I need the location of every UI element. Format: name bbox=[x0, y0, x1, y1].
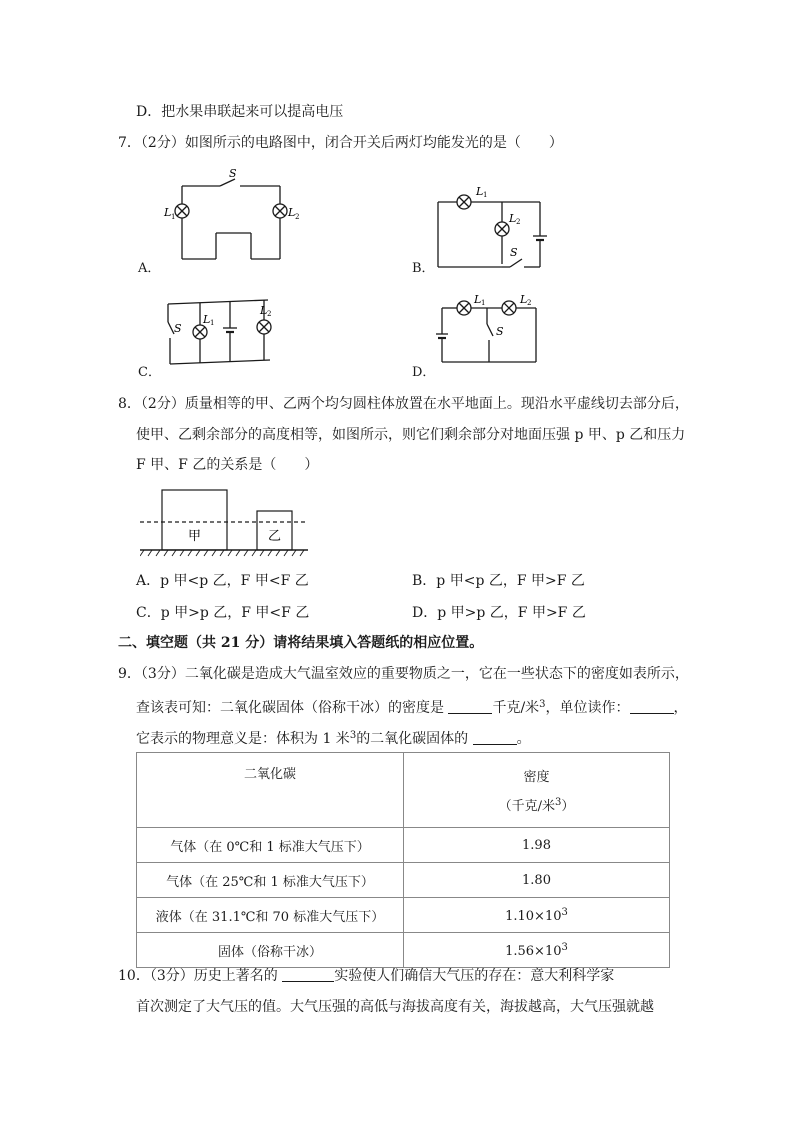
row-density bbox=[404, 898, 670, 933]
q6-option-d: D．把水果串联起来可以提高电压 bbox=[136, 104, 344, 120]
circuit-b bbox=[432, 182, 552, 274]
b-l2-sub: 2 bbox=[516, 218, 521, 226]
row-state: 固体（俗称干冰） bbox=[137, 933, 404, 968]
q7-option-d-label: D． bbox=[412, 365, 436, 380]
table-header-row bbox=[137, 753, 670, 828]
q8-stem-tail2: 和压力 bbox=[643, 427, 686, 443]
q9-line3-c: 。 bbox=[516, 731, 531, 747]
q9-line2-c: ，单位读作： bbox=[545, 700, 630, 716]
d-l2-sub: 2 bbox=[527, 299, 532, 307]
q8-cylinders-figure bbox=[140, 486, 310, 558]
b-l2-label: L bbox=[509, 212, 517, 225]
q9-sup3-b: 3 bbox=[349, 730, 357, 741]
q9-line2-a: 查该表可知：二氧化碳固体（俗称干冰）的密度是 bbox=[136, 700, 444, 716]
q8-option-c bbox=[136, 603, 309, 623]
l1-sub: 1 bbox=[171, 213, 176, 221]
q9-line2 bbox=[136, 695, 688, 718]
q10-number: 10． bbox=[118, 968, 150, 984]
q9-blank-density[interactable] bbox=[448, 699, 492, 714]
q8-stem-text2: 使甲、乙剩余部分的高度相等，如图所示，则它们剩余部分对地面压强 bbox=[136, 427, 570, 443]
section-2-heading: 二、填空题（共 21 分）请将结果填入答题纸的相应位置。 bbox=[118, 635, 484, 651]
c-l1-label: L bbox=[203, 313, 211, 326]
q9-line1-text: （3分）二氧化碳是造成大气温室效应的重要物质之一，它在一些状态下的密度如表所示， bbox=[140, 666, 689, 682]
q9-number: 9． bbox=[118, 666, 141, 682]
header-density bbox=[404, 753, 670, 828]
q8-option-d-text: p 甲>p 乙，F 甲>F 乙 bbox=[437, 605, 586, 621]
q8-stem-line3: F 甲、F 乙的关系是（ ） bbox=[136, 457, 319, 473]
switch-label: S bbox=[229, 167, 237, 180]
q10-line1 bbox=[118, 966, 614, 986]
row-density bbox=[404, 933, 670, 968]
l2-label: L bbox=[288, 206, 296, 219]
c-switch-label: S bbox=[174, 322, 182, 335]
q8-stem-tail3: 的关系是（ ） bbox=[206, 457, 319, 473]
q8-option-d-label: D． bbox=[412, 605, 438, 621]
q9-sup3-a: 3 bbox=[539, 699, 546, 710]
q10-line2: 首次测定了大气压的值。大气压强的高低与海拔高度有关，海拔越高，大气压强就越 bbox=[136, 999, 654, 1015]
q8-option-c-label: C． bbox=[136, 605, 161, 621]
b-l1-sub: 1 bbox=[483, 191, 488, 199]
q8-stem-line1 bbox=[118, 394, 689, 414]
q8-option-a-label: A． bbox=[136, 573, 161, 589]
co2-density-table bbox=[136, 752, 670, 968]
q8-option-b bbox=[412, 571, 585, 591]
header-density-unit: （千克/米 bbox=[498, 799, 555, 814]
circuit-a bbox=[160, 166, 310, 266]
q7-option-c-label: C． bbox=[138, 365, 161, 380]
b-l1-label: L bbox=[476, 185, 484, 198]
q7-option-b-label: B． bbox=[412, 261, 435, 276]
d-l1-sub: 1 bbox=[481, 299, 486, 307]
label-yi: 乙 bbox=[268, 529, 282, 544]
row-density-exp: 3 bbox=[561, 906, 568, 918]
d-switch-label: S bbox=[496, 325, 504, 338]
q7-option-a-label: A． bbox=[138, 261, 161, 276]
row-state: 液体（在 31.1℃和 70 标准大气压下） bbox=[137, 898, 404, 933]
q8-f-jia: F 甲 bbox=[136, 457, 165, 473]
row-state: 气体（在 0℃和 1 标准大气压下） bbox=[137, 828, 404, 863]
q8-number: 8． bbox=[118, 396, 141, 412]
q9-line1 bbox=[118, 664, 689, 684]
q9-line3-a: 它表示的物理意义是：体积为 1 米 bbox=[136, 731, 350, 747]
q8-option-b-label: B． bbox=[412, 573, 437, 589]
q8-option-d bbox=[412, 603, 586, 623]
header-co2: 二氧化碳 bbox=[137, 753, 404, 828]
table-row bbox=[137, 898, 670, 933]
q9-line2-b: 千克/米 bbox=[492, 700, 540, 716]
q8-option-a-text: p 甲<p 乙，F 甲<F 乙 bbox=[160, 573, 309, 589]
c-l1-sub: 1 bbox=[210, 319, 215, 327]
row-density: 1.80 bbox=[404, 863, 670, 898]
q8-stem-text1: （2分）质量相等的甲、乙两个均匀圆柱体放置在水平地面上。现沿水平虚线切去部分后， bbox=[140, 396, 689, 412]
q7-stem-text: （2分）如图所示的电路图中，闭合开关后两灯均能发光的是（ ） bbox=[140, 135, 563, 151]
row-density-value: 1.56×10 bbox=[505, 943, 562, 959]
q8-f-yi: F 乙 bbox=[178, 457, 207, 473]
c-l2-sub: 2 bbox=[267, 310, 272, 318]
table-row bbox=[137, 933, 670, 968]
q10-blank-experiment[interactable] bbox=[282, 967, 334, 982]
header-density-line1: 密度 bbox=[523, 770, 550, 785]
ground-hatch bbox=[140, 550, 304, 556]
q8-option-c-text: p 甲>p 乙，F 甲<F 乙 bbox=[160, 605, 310, 621]
circuit-c bbox=[160, 292, 280, 372]
circuit-d bbox=[436, 292, 546, 372]
q9-line3-b: 的二氧化碳固体的 bbox=[356, 731, 469, 747]
b-switch-label: S bbox=[510, 246, 518, 259]
q7-number: 7． bbox=[118, 135, 141, 151]
q8-p-yi: p 乙 bbox=[615, 427, 644, 443]
q7-stem bbox=[118, 133, 563, 153]
l1-label: L bbox=[164, 206, 172, 219]
q9-blank-unit-reading[interactable] bbox=[630, 699, 674, 714]
q10-line1-b: 实验使人们确信大气压的存在：意大利科学家 bbox=[334, 968, 615, 984]
header-density-sup: 3 bbox=[555, 797, 562, 808]
q8-option-a bbox=[136, 571, 309, 591]
d-l1-label: L bbox=[474, 293, 482, 306]
q9-line3 bbox=[136, 726, 531, 749]
q8-option-b-text: p 甲<p 乙，F 甲>F 乙 bbox=[436, 573, 585, 589]
q10-line1-a: （3分）历史上著名的 bbox=[149, 968, 278, 984]
table-row bbox=[137, 863, 670, 898]
label-jia: 甲 bbox=[188, 529, 202, 544]
q9-blank-meaning[interactable] bbox=[473, 730, 517, 745]
q8-stem-line2: 使甲、乙剩余部分的高度相等，如图所示，则它们剩余部分对地面压强 p 甲、p 乙和压力 bbox=[136, 427, 686, 443]
q8-p-jia: p 甲 bbox=[574, 427, 602, 443]
row-density-value: 1.10×10 bbox=[505, 908, 562, 924]
l2-sub: 2 bbox=[295, 213, 300, 221]
row-density: 1.98 bbox=[404, 828, 670, 863]
header-density-close: ） bbox=[561, 799, 575, 814]
table-row bbox=[137, 828, 670, 863]
row-density-exp: 3 bbox=[561, 941, 568, 953]
c-l2-label: L bbox=[260, 304, 268, 317]
q9-line2-d: ， bbox=[673, 700, 688, 716]
d-l2-label: L bbox=[520, 293, 528, 306]
row-state: 气体（在 25℃和 1 标准大气压下） bbox=[137, 863, 404, 898]
